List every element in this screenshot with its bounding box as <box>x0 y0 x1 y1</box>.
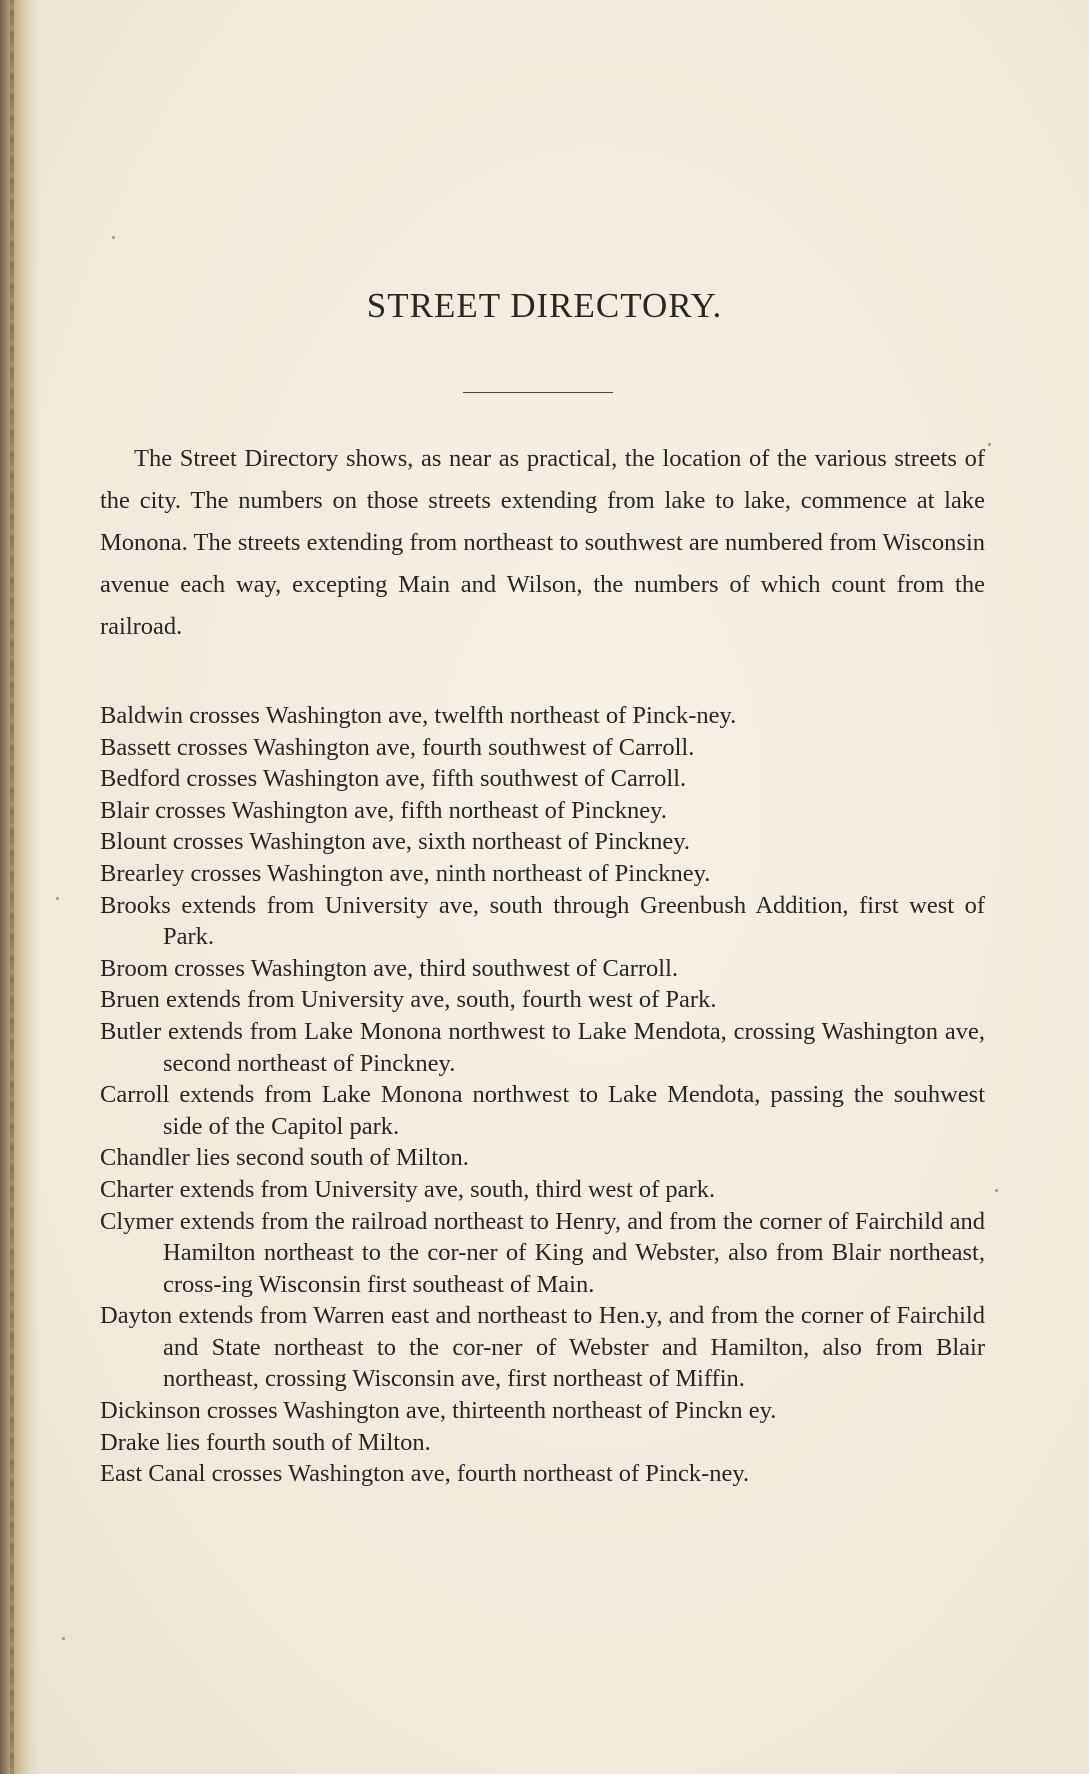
street-entry-drake: Drake lies fourth south of Milton. <box>100 1428 431 1456</box>
paper-speck <box>995 1189 998 1192</box>
street-list <box>100 700 985 1490</box>
street-entry-clymer: Clymer extends from the railroad northeast to Henry, and from the corner of Fairchild and Hamilton northeast to the cor-ner of King and Webster, also from Blair northeast, cross-ing Wisconsin first southeast of Main. <box>100 1207 985 1298</box>
intro-paragraph: The Street Directory shows, as near as practical, the location of the various streets of the city. The numbers on those streets extending from lake to lake, commence at lake Monona. The streets extending from northeast to southwest are numbered from Wisconsin avenue each way, excepting Main and Wilson, the numbers of which count from the railroad. <box>100 445 985 640</box>
street-entry-chandler: Chandler lies second south of Milton. <box>100 1144 469 1172</box>
binding-edge <box>10 0 14 1774</box>
street-entry-baldwin: Baldwin crosses Washington ave, twelfth northeast of Pinck-ney. <box>100 702 737 729</box>
page-title: STREET DIRECTORY. <box>366 286 723 325</box>
street-entry-blount: Blount crosses Washington ave, sixth northeast of Pinckney. <box>100 828 691 856</box>
street-entry-carroll: Carroll extends from Lake Monona northwest to Lake Mendota, passing the souhwest side of the Capitol park. <box>100 1081 985 1140</box>
street-entry-dickinson: Dickinson crosses Washington ave, thirteenth northeast of Pinckn ey. <box>100 1397 777 1425</box>
street-entry-dayton: Dayton extends from Warren east and northeast to Hen.y, and from the corner of Fairchild and State northeast to the cor-ner of Webster and Hamilton, also from Blair northeast, crossing Wisconsin ave, first northeast of Miffin. <box>100 1302 985 1393</box>
street-entry-bruen: Bruen extends from University ave, south, fourth west of Park. <box>100 986 717 1014</box>
street-entry-charter: Charter extends from University ave, south, third west of park. <box>100 1175 716 1203</box>
street-entry-bassett: Bassett crosses Washington ave, fourth southwest of Carroll. <box>100 733 695 761</box>
street-entry-broom: Broom crosses Washington ave, third southwest of Carroll. <box>100 954 679 982</box>
street-entry-brooks: Brooks extends from University ave, south through Greenbush Addition, first west of Park. <box>100 891 985 951</box>
street-entry-east-canal: East Canal crosses Washington ave, fourth northeast of Pinck-ney. <box>100 1460 750 1488</box>
page-gutter <box>0 0 40 1774</box>
paper-speck <box>112 236 115 239</box>
street-entry-butler: Butler extends from Lake Monona northwest to Lake Mendota, crossing Washington ave, second northeast of Pinckney. <box>100 1017 985 1077</box>
title-divider <box>463 392 613 393</box>
paper-speck <box>56 897 59 900</box>
street-entry-bedford: Bedford crosses Washington ave, fifth southwest of Carroll. <box>100 765 687 793</box>
paper-speck <box>62 1637 65 1640</box>
paper-speck <box>988 443 991 446</box>
street-entry-brearley: Brearley crosses Washington ave, ninth northeast of Pinckney. <box>100 859 711 887</box>
street-entry-blair: Blair crosses Washington ave, fifth northeast of Pinckney. <box>100 796 667 824</box>
